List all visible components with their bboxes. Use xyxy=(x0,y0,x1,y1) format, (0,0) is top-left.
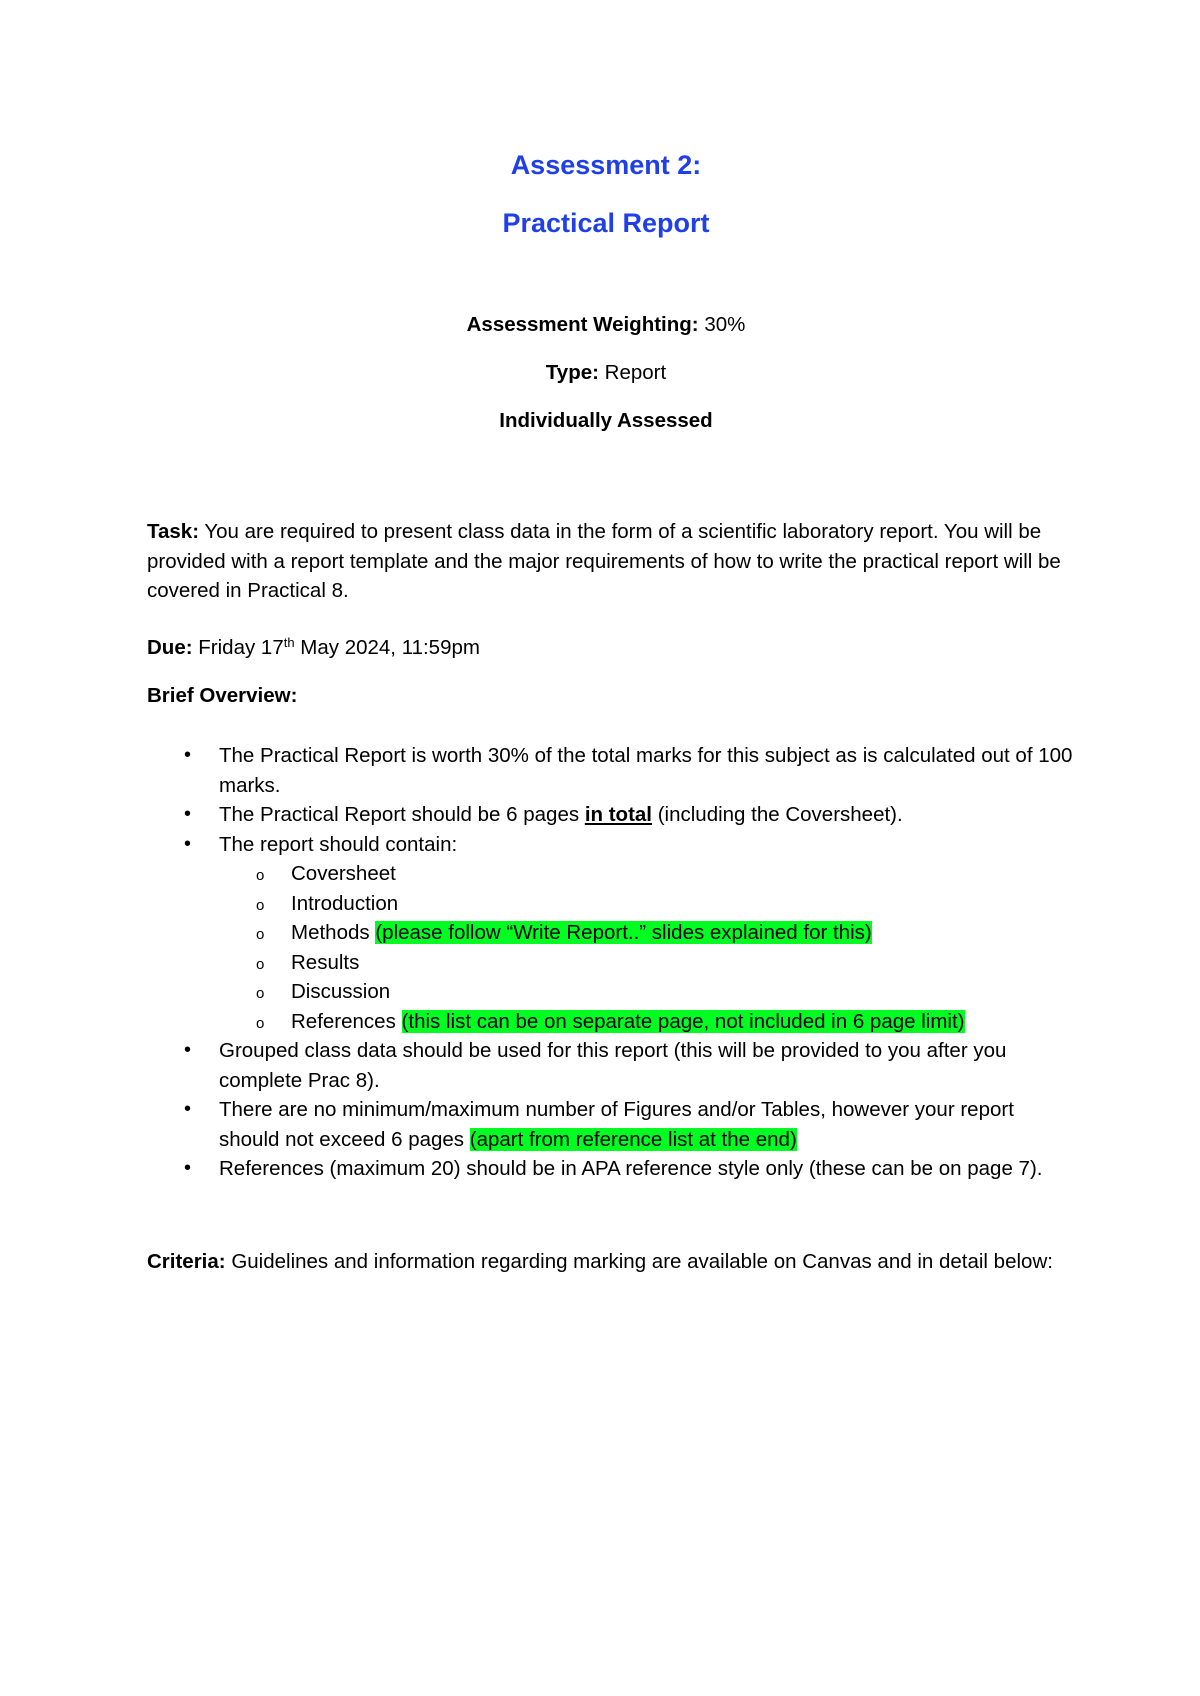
due-label: Due: xyxy=(147,636,193,659)
due-section xyxy=(147,633,1077,663)
list-item: • The Practical Report should be 6 pages in total (including the Coversheet). xyxy=(147,800,1077,830)
individually-assessed: Individually Assessed xyxy=(499,409,713,432)
sub-list-item: o Methods (please follow “Write Report..” slides explained for this) xyxy=(219,918,1077,948)
type-label: Type: xyxy=(545,361,599,384)
list-item: • Grouped class data should be used for this report (this will be provided to you after you complete Prac 8). xyxy=(147,1036,1077,1095)
highlighted-note: (please follow “Write Report..” slides explained for this) xyxy=(375,921,872,944)
title-line-1: Assessment 2: xyxy=(510,150,702,180)
overview-heading-block xyxy=(147,681,1077,711)
assessment-weighting xyxy=(0,313,1200,337)
title-line-2: Practical Report xyxy=(502,208,710,238)
sub-list-item: o Results xyxy=(219,948,1077,978)
weighting-label: Assessment Weighting: xyxy=(466,313,699,336)
criteria-paragraph xyxy=(147,1247,1077,1277)
task-text: You are required to present class data in the form of a scientific laboratory report. You will be provided with a report template and the major requirements of how to write the practical report will be covered in Practical 8. xyxy=(147,520,1061,602)
task-section xyxy=(147,517,1077,606)
sub-list-item: o Coversheet xyxy=(219,859,1077,889)
type-value: Report xyxy=(604,361,667,384)
criteria-label: Criteria: xyxy=(147,1250,226,1273)
due-day: Friday 17 xyxy=(198,636,284,659)
overview-list xyxy=(147,741,1077,1184)
task-label: Task: xyxy=(147,520,200,543)
due-rest: May 2024, 11:59pm xyxy=(300,636,480,659)
sub-list-item: o Introduction xyxy=(219,889,1077,919)
assessment-type xyxy=(0,361,1200,385)
task-paragraph xyxy=(147,517,1077,606)
list-item: • There are no minimum/maximum number of Figures and/or Tables, however your report should not exceed 6 pages (apart from reference list at the end) xyxy=(147,1095,1077,1154)
highlighted-note: (apart from reference list at the end) xyxy=(469,1127,797,1151)
overview-list-block xyxy=(147,741,1077,1184)
weighting-value: 30% xyxy=(704,313,746,336)
in-total-emphasis: in total xyxy=(584,803,652,826)
highlighted-note: (this list can be on separate page, not included in 6 page limit) xyxy=(401,1009,965,1033)
list-item: • References (maximum 20) should be in APA reference style only (these can be on page 7). xyxy=(147,1154,1077,1184)
criteria-text: Guidelines and information regarding marking are available on Canvas and in detail below: xyxy=(231,1250,1053,1273)
due-day-suffix: th xyxy=(283,635,295,650)
due-paragraph xyxy=(147,633,1077,663)
list-item: • The report should contain: o Coversheet o Introduction o Methods (please follow “Write Report..” slides explained for this) o Results o Discussion o References (this list can be on separate page, not included in 6 page limit) xyxy=(147,830,1077,1037)
criteria-section xyxy=(147,1247,1077,1277)
overview-heading: Brief Overview: xyxy=(147,684,298,707)
report-contents-list xyxy=(219,859,1077,1036)
sub-list-item: o Discussion xyxy=(219,977,1077,1007)
list-item: • The Practical Report is worth 30% of the total marks for this subject as is calculated out of 100 marks. xyxy=(147,741,1077,800)
sub-list-item: o References (this list can be on separate page, not included in 6 page limit) xyxy=(219,1007,1077,1037)
